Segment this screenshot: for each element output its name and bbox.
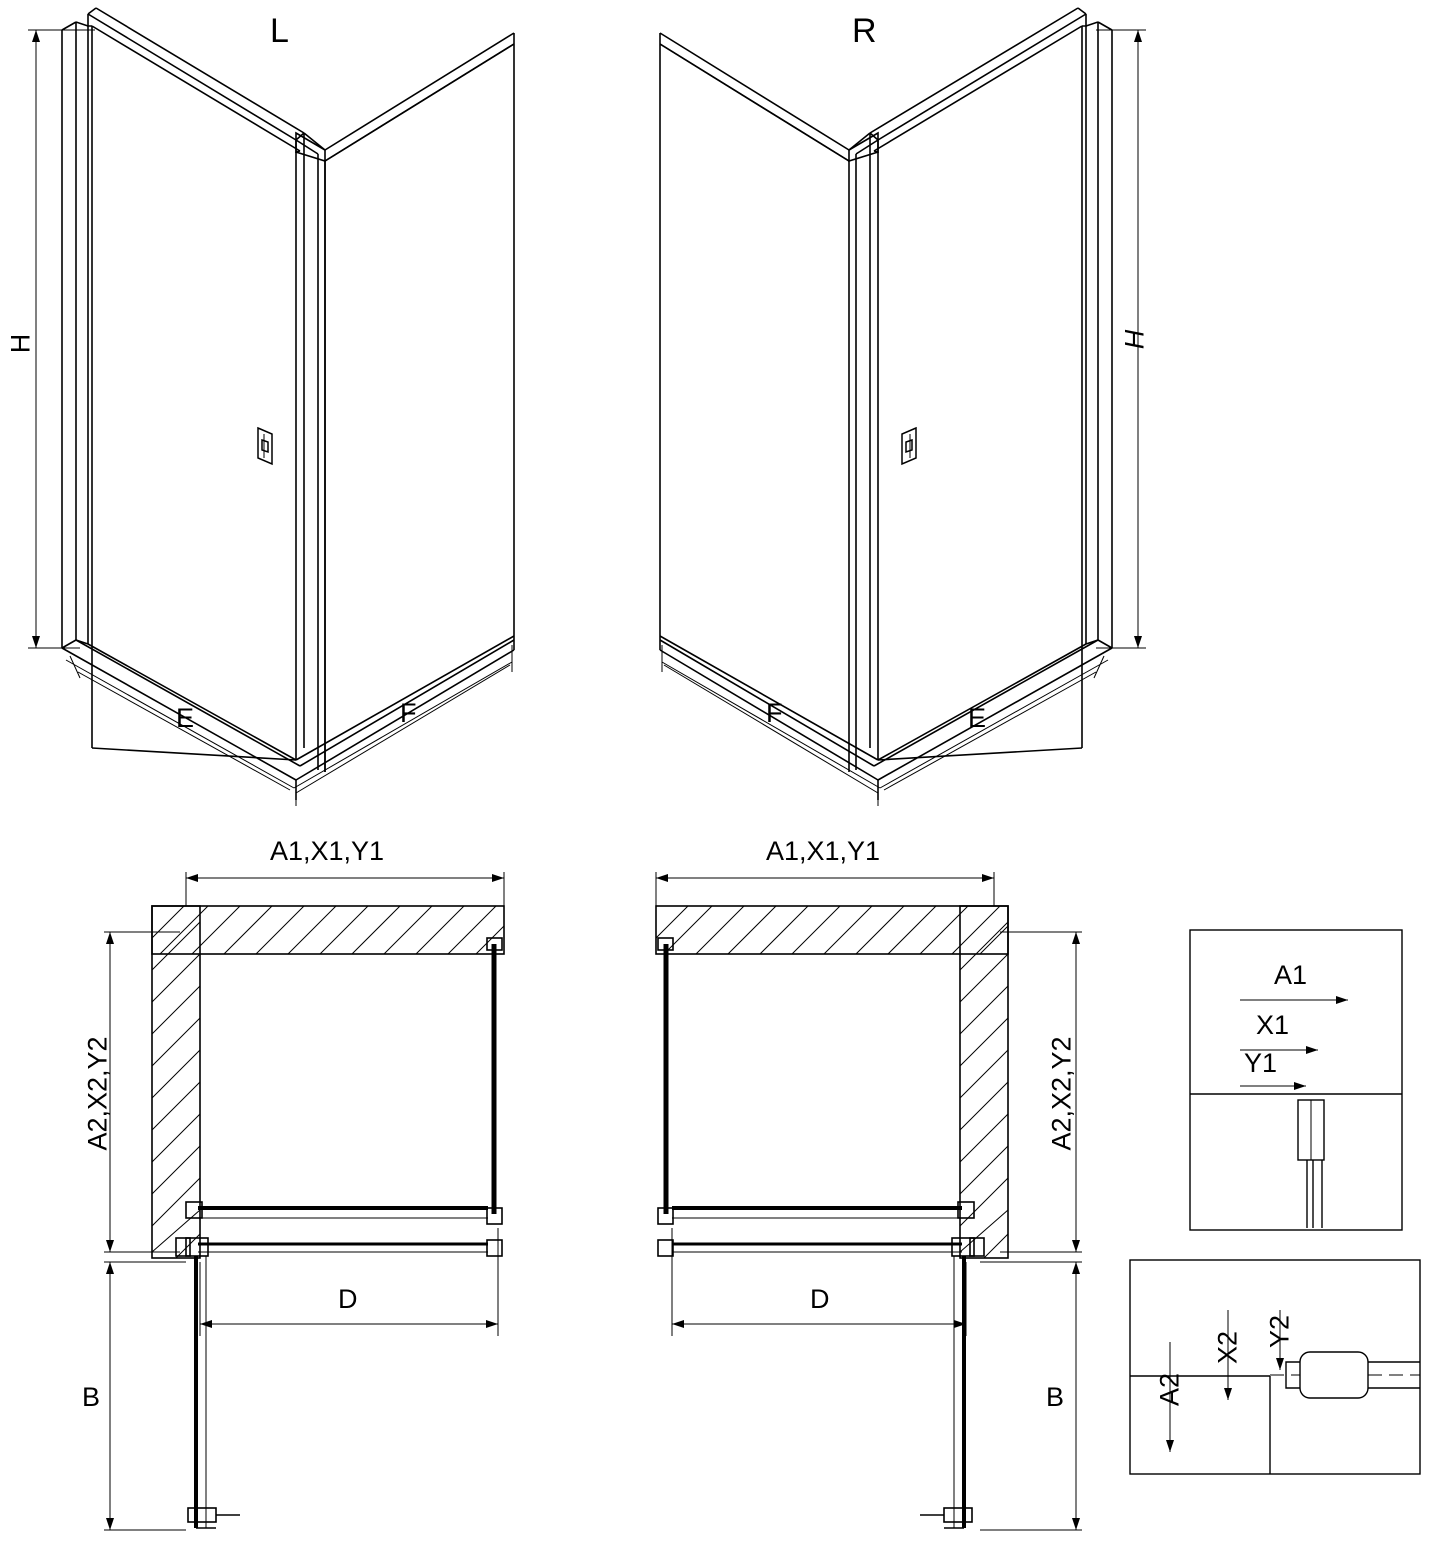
iso-right-side-far-label: E [968, 703, 987, 733]
detail-bottom-y2-label: Y2 [1264, 1314, 1295, 1349]
detail-bottom-x2-label: X2 [1212, 1330, 1243, 1365]
iso-right-view [660, 8, 1146, 806]
detail-top-a1-label: A1 [1274, 960, 1308, 990]
door-handle-left [258, 428, 272, 464]
plan-right-door-width-label: D [810, 1284, 830, 1314]
plan-right-side-dim-label: A2,X2,Y2 [1046, 1036, 1077, 1151]
detail-bottom-a2-label: A2 [1154, 1372, 1185, 1407]
plan-left-top-dim-label: A1,X1,Y1 [270, 836, 385, 866]
iso-right-side-near-label: F [766, 698, 783, 728]
door-handle-right [902, 428, 916, 464]
plan-right-door-swing-label: B [1046, 1382, 1065, 1412]
title-left: L [270, 12, 289, 50]
plan-left-side-dim-label: A2,X2,Y2 [82, 1036, 113, 1151]
plan-left-door-width-label: D [338, 1284, 358, 1314]
iso-right-height-label: H [1119, 329, 1150, 350]
plan-right-view [656, 872, 1082, 1530]
iso-left-height-label: H [5, 333, 36, 354]
iso-left-side-near-label: E [176, 703, 195, 733]
plan-right-top-dim-label: A1,X1,Y1 [766, 836, 881, 866]
detail-top-y1-label: Y1 [1244, 1048, 1278, 1078]
plan-left-door-swing-label: B [82, 1382, 101, 1412]
iso-left-view [28, 8, 514, 806]
detail-top-x1-label: X1 [1256, 1010, 1290, 1040]
iso-left-side-far-label: F [400, 698, 417, 728]
plan-left-view [104, 872, 504, 1530]
title-right: R [852, 12, 877, 50]
